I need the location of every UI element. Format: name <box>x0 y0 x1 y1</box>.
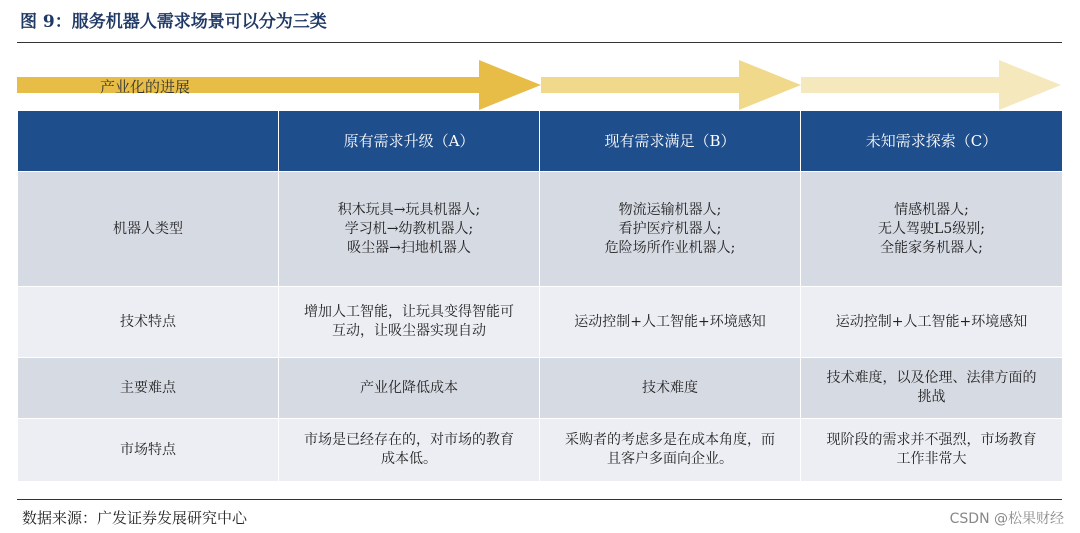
arrow-label: 产业化的进展 <box>100 78 191 96</box>
cell: 物流运输机器人; 看护医疗机器人; 危险场所作业机器人; <box>540 172 801 287</box>
cell: 市场是已经存在的，对市场的教育 成本低。 <box>279 419 540 482</box>
arrow-stage-c <box>801 60 1061 110</box>
cell: 技术难度 <box>540 358 801 419</box>
cell: 采购者的考虑多是在成本角度，而 且客户多面向企业。 <box>540 419 801 482</box>
row-label: 机器人类型 <box>18 172 279 287</box>
header-col-b: 现有需求满足（B） <box>540 111 801 172</box>
row-label: 市场特点 <box>18 419 279 482</box>
top-divider <box>17 42 1062 43</box>
arrow-stage-b <box>541 60 801 110</box>
cell: 运动控制+人工智能+环境感知 <box>801 287 1063 358</box>
row-label: 主要难点 <box>18 358 279 419</box>
row-label: 技术特点 <box>18 287 279 358</box>
table-row <box>18 419 1063 482</box>
cell: 积木玩具→玩具机器人; 学习机→幼教机器人; 吸尘器→扫地机器人 <box>279 172 540 287</box>
arrow-stage-a <box>17 60 541 110</box>
table-row <box>18 358 1063 419</box>
figure-title: 图 9：服务机器人需求场景可以分为三类 <box>20 12 327 32</box>
cell: 情感机器人; 无人驾驶L5级别; 全能家务机器人; <box>801 172 1063 287</box>
watermark: CSDN @松果财经 <box>949 511 1064 527</box>
cell: 技术难度，以及伦理、法律方面的 挑战 <box>801 358 1063 419</box>
cell: 产业化降低成本 <box>279 358 540 419</box>
cell: 增加人工智能，让玩具变得智能可 互动，让吸尘器实现自动 <box>279 287 540 358</box>
cell: 现阶段的需求并不强烈，市场教育 工作非常大 <box>801 419 1063 482</box>
bottom-divider <box>17 499 1062 500</box>
header-col-c: 未知需求探索（C） <box>801 111 1063 172</box>
header-corner <box>18 111 279 172</box>
table-row <box>18 172 1063 287</box>
cell: 运动控制+人工智能+环境感知 <box>540 287 801 358</box>
header-col-a: 原有需求升级（A） <box>279 111 540 172</box>
scenario-table <box>17 110 1063 482</box>
table-row <box>18 287 1063 358</box>
source-note: 数据来源：广发证券发展研究中心 <box>22 509 248 527</box>
header-row <box>18 111 1063 172</box>
